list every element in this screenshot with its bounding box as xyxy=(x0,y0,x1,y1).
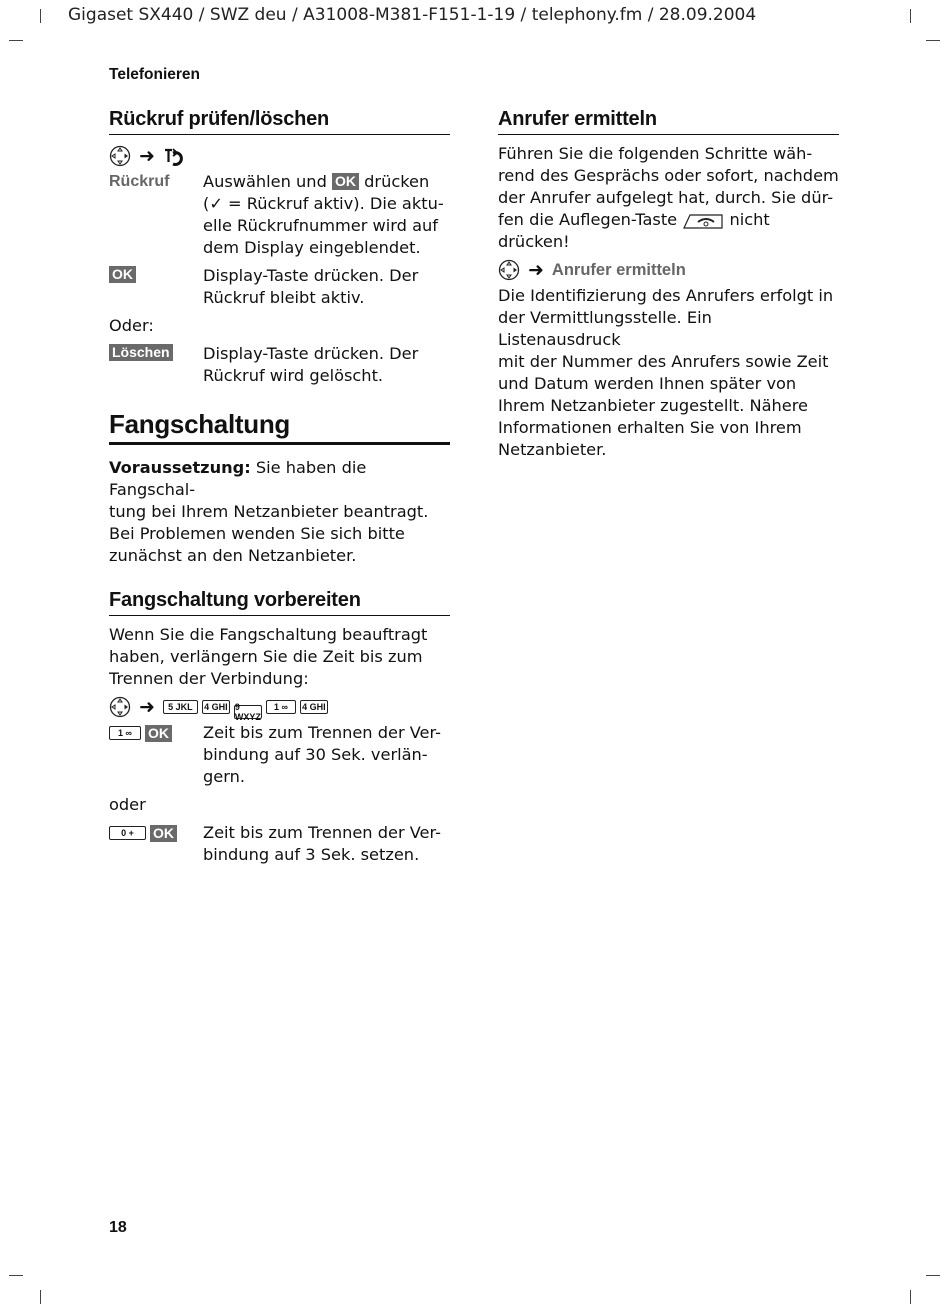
crop-mark xyxy=(9,1275,23,1276)
text-line: Display-Taste drücken. Der xyxy=(203,266,419,285)
text-line: der Anrufer aufgelegt hat, durch. Sie dür- xyxy=(498,188,834,207)
text-line: haben, verlängern Sie die Zeit bis zum xyxy=(109,647,423,666)
text-line: mit der Nummer des Anrufers sowie Zeit xyxy=(498,352,829,371)
left-column xyxy=(109,108,450,866)
arrow-right-icon: ➜ xyxy=(139,145,155,167)
callback-service-icon xyxy=(163,145,185,167)
heading-trace: Fangschaltung xyxy=(109,409,450,445)
prepare-intro xyxy=(109,624,450,690)
ok-softkey[interactable]: OK xyxy=(150,825,177,842)
prepare-key-sequence xyxy=(109,694,450,720)
ok-option-row xyxy=(109,265,450,309)
delete-option-row xyxy=(109,343,450,387)
text-line: gern. xyxy=(203,767,246,786)
hangup-key-icon xyxy=(682,212,724,230)
text-line: fen die Auflegen-Taste xyxy=(498,210,678,229)
text-line: rend des Gesprächs oder sofort, nachdem xyxy=(498,166,839,185)
ok-softkey[interactable]: OK xyxy=(145,725,172,742)
key-9[interactable]: 9 WXYZ xyxy=(234,702,261,722)
ok-softkey[interactable]: OK xyxy=(332,173,359,190)
section-title: Telefonieren xyxy=(109,66,201,83)
key-0[interactable]: 0 + xyxy=(109,826,146,840)
text-line: Display-Taste drücken. Der xyxy=(203,344,419,363)
page-number: 18 xyxy=(109,1219,127,1236)
ok-softkey[interactable]: OK xyxy=(109,266,136,283)
text-line: elle Rückrufnummer wird auf xyxy=(203,216,438,235)
crop-mark xyxy=(910,1290,911,1304)
text-line: Zeit bis zum Trennen der Ver- xyxy=(203,723,441,742)
identify-intro xyxy=(498,143,839,253)
text-line: Netzanbieter. xyxy=(498,440,607,459)
key-4[interactable]: 4 GHI xyxy=(300,700,328,714)
text-line: bindung auf 3 Sek. setzen. xyxy=(203,845,420,864)
heading-prepare: Fangschaltung vorbereiten xyxy=(109,589,450,616)
text-line: drücken xyxy=(364,172,430,191)
crop-mark xyxy=(910,9,911,23)
navigation-key-icon xyxy=(109,696,131,718)
arrow-right-icon: ➜ xyxy=(139,696,155,718)
key-1[interactable]: 1 ∞ xyxy=(109,726,141,740)
key-1[interactable]: 1 ∞ xyxy=(266,700,296,714)
option-30-sec-row xyxy=(109,722,450,788)
text-line: dem Display eingeblendet. xyxy=(203,238,421,257)
text-line: Auswählen und xyxy=(203,172,327,191)
callback-nav-path xyxy=(109,143,450,169)
or-text: Oder: xyxy=(109,316,154,335)
delete-softkey[interactable]: Löschen xyxy=(109,344,173,361)
crop-mark xyxy=(926,1275,940,1276)
key-5[interactable]: 5 JKL xyxy=(163,700,198,714)
identify-caller-menu-item[interactable]: Anrufer ermitteln xyxy=(551,260,686,279)
trace-prerequisite xyxy=(109,457,450,567)
prerequisite-label: Voraussetzung: xyxy=(109,458,251,477)
crop-mark xyxy=(9,40,23,41)
identify-description xyxy=(498,285,839,461)
navigation-key-icon xyxy=(109,145,131,167)
crop-mark xyxy=(40,9,41,23)
navigation-key-icon xyxy=(498,259,520,281)
text-line: Informationen erhalten Sie von Ihrem xyxy=(498,418,802,437)
callback-menu-item[interactable]: Rückruf xyxy=(109,173,170,190)
text-line: Trennen der Verbindung: xyxy=(109,669,309,688)
arrow-right-icon: ➜ xyxy=(528,259,544,281)
crop-mark xyxy=(926,40,940,41)
identify-nav-path xyxy=(498,257,839,283)
crop-mark xyxy=(40,1290,41,1304)
or-text: oder xyxy=(109,795,146,814)
text-line: drücken! xyxy=(498,232,570,251)
text-line: nicht xyxy=(729,210,770,229)
text-line: zunächst an den Netzanbieter. xyxy=(109,546,357,565)
text-line: Wenn Sie die Fangschaltung beauftragt xyxy=(109,625,428,644)
text-line: Rückruf bleibt aktiv. xyxy=(203,288,365,307)
right-column xyxy=(498,108,839,461)
callback-option-row xyxy=(109,171,450,259)
text-line: der Vermittlungsstelle. Ein Listenausdruck xyxy=(498,308,712,349)
option-3-sec-row xyxy=(109,822,450,866)
text-line: Führen Sie die folgenden Schritte wäh- xyxy=(498,144,813,163)
text-line: und Datum werden Ihnen später von xyxy=(498,374,797,393)
heading-identify-caller: Anrufer ermitteln xyxy=(498,108,839,135)
text-line: Bei Problemen wenden Sie sich bitte xyxy=(109,524,405,543)
heading-callback: Rückruf prüfen/löschen xyxy=(109,108,450,135)
text-line: Sie haben die Fangschal- xyxy=(109,458,367,499)
text-line: (✓ = Rückruf aktiv). Die aktu- xyxy=(203,194,444,213)
text-line: Ihrem Netzanbieter zugestellt. Nähere xyxy=(498,396,809,415)
key-4[interactable]: 4 GHI xyxy=(202,700,230,714)
text-line: tung bei Ihrem Netzanbieter beantragt. xyxy=(109,502,429,521)
text-line: bindung auf 30 Sek. verlän- xyxy=(203,745,428,764)
text-line: Rückruf wird gelöscht. xyxy=(203,366,384,385)
text-line: Zeit bis zum Trennen der Ver- xyxy=(203,823,441,842)
document-header: Gigaset SX440 / SWZ deu / A31008-M381-F151-1-19 / telephony.fm / 28.09.2004 xyxy=(68,5,757,25)
text-line: Die Identifizierung des Anrufers erfolgt in xyxy=(498,286,834,305)
